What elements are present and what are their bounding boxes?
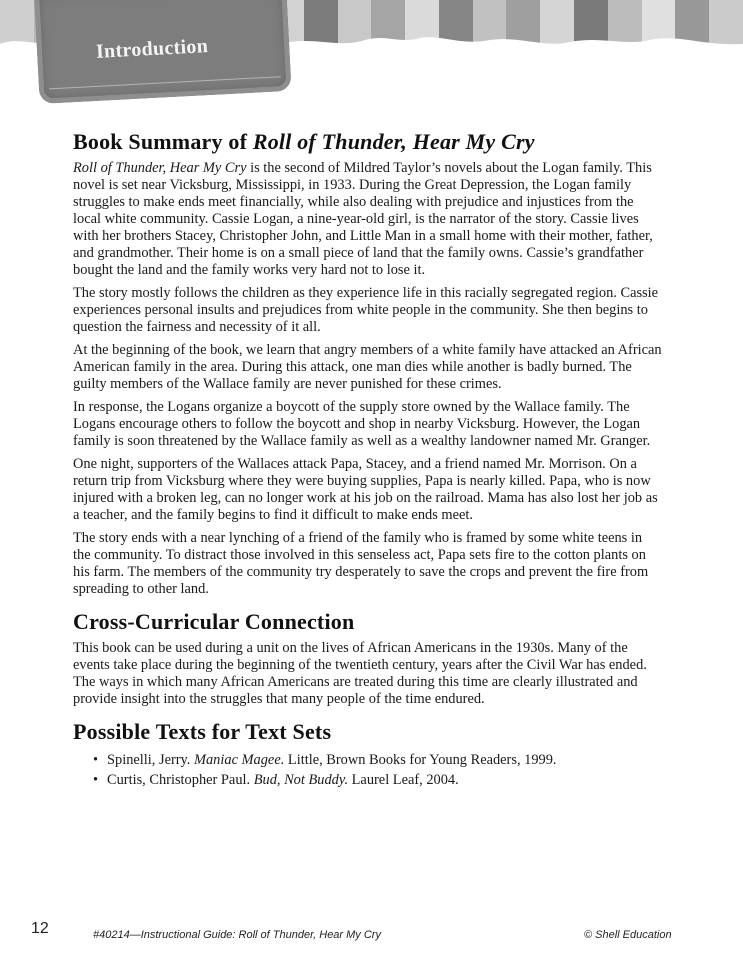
cross-curricular-paragraph: This book can be used during a unit on the lives of African Americans in the 1930s. Many of the events take place during the beginning of the twentieth century, years after the Civil War has ended. The ways in which many African Americans are treated during this time are clearly illustrated and provide insight into the struggles that many people of the time endured. bbox=[73, 640, 647, 707]
summary-paragraph bbox=[73, 160, 663, 279]
text-sets-list bbox=[73, 750, 663, 790]
page-content bbox=[73, 128, 663, 790]
citation-title: Bud, Not Buddy. bbox=[253, 772, 349, 788]
citation-publisher: Laurel Leaf, 2004. bbox=[348, 772, 459, 788]
summary-paragraph: At the beginning of the book, we learn that angry members of a white family have attacked an African American family in the area. During this attack, one man dies while another is badly burned. The guilty members of the Wallace family are never punished for these crimes. bbox=[73, 342, 662, 392]
summary-paragraph: One night, supporters of the Wallaces attack Papa, Stacey, and a friend named Mr. Morrison. On a return trip from Vicksburg where they were buying supplies, Papa is nearly killed. Papa, who is now injured with a broken leg, can no longer work at his job on the railroad. Mama has also lost her job as a teacher, and the family begins to find it difficult to make ends meet. bbox=[73, 456, 658, 523]
cross-curricular-heading: Cross-Curricular Connection bbox=[73, 609, 355, 634]
citation-title: Maniac Magee. bbox=[194, 752, 285, 768]
footer-copyright: © Shell Education bbox=[584, 929, 672, 941]
summary-paragraph: In response, the Logans organize a boycott of the supply store owned by the Wallace family. The Logans encourage others to follow the boycott and shop in nearby Vicksburg. However, the Logan family is soon threatened by the Wallace family as well as a wealthy landowner named Mr. Granger. bbox=[73, 399, 651, 449]
book-summary-heading bbox=[73, 128, 663, 156]
page-number: 12 bbox=[31, 920, 49, 937]
citation-publisher: Little, Brown Books for Young Readers, 1999. bbox=[284, 752, 557, 768]
heading-prefix: Book Summary of bbox=[73, 129, 253, 154]
list-item bbox=[97, 770, 663, 790]
citation-author: Curtis, Christopher Paul. bbox=[107, 772, 254, 788]
summary-paragraph: The story ends with a near lynching of a friend of the family who is framed by some white teens in the community. To distract those involved in this senseless act, Papa sets fire to the cotton plants on his farm. The members of the community try desperately to save the crops and prevent the fire from spreading to other land. bbox=[73, 530, 649, 597]
section-tab-label: Introduction bbox=[95, 35, 209, 63]
text-sets-heading: Possible Texts for Text Sets bbox=[73, 719, 332, 744]
book-title: Roll of Thunder, Hear My Cry bbox=[252, 129, 535, 154]
paragraph-text: is the second of Mildred Taylor’s novels about the Logan family. This novel is set near Vicksburg, Mississippi, in 1933. During the Great Depression, the Logan family struggles to make ends meet financially, while also dealing with prejudice and injustices from the local white community. Cassie Logan, a nine-year-old girl, is the narrator of the story. Cassie lives with her brothers Stacey, Christopher John, and Little Man in a small home with their mother, father, and grandmother. Their home is on a small piece of land that the family owns. Cassie’s grandfather bought the land and the family works very hard not to lose it. bbox=[73, 160, 653, 278]
citation-author: Spinelli, Jerry. bbox=[107, 752, 194, 768]
summary-paragraph: The story mostly follows the children as they experience life in this racially segregated region. Cassie experiences personal insults and prejudices from white people in the community. She then begins to question the fairness and necessity of it all. bbox=[73, 285, 659, 335]
footer-guide-title: #40214—Instructional Guide: Roll of Thunder, Hear My Cry bbox=[93, 929, 381, 941]
list-item bbox=[97, 750, 663, 770]
book-title-inline: Roll of Thunder, Hear My Cry bbox=[73, 160, 247, 176]
